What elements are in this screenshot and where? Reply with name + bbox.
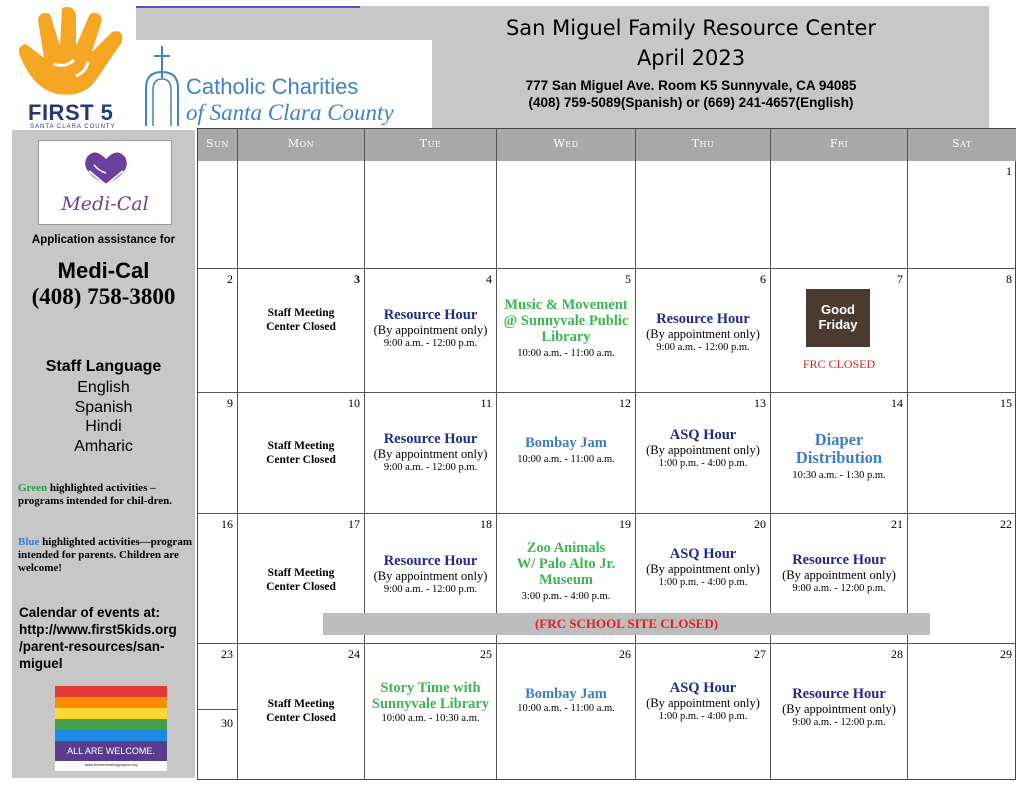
event-title: Resource Hour [383, 431, 478, 447]
assist-label: Application assistance for [31, 234, 176, 246]
event-note: (By appointment only) [782, 568, 896, 582]
cc-name-line2: of Santa Clara County [186, 100, 394, 125]
welcoming-rainbow-logo [55, 686, 167, 771]
day-cell-empty [365, 161, 497, 269]
event-note: (By appointment only) [373, 447, 488, 461]
bombay-jam-event [497, 686, 635, 716]
date-number: 12 [619, 396, 631, 410]
event-note: (By appointment only) [373, 323, 488, 337]
event-note: (By appointment only) [373, 569, 488, 583]
calendar-link-block [19, 604, 195, 672]
event-title: ASQ Hour [669, 680, 737, 696]
resource-hour-event [365, 553, 496, 597]
calendar-url-line1[interactable]: http://www.first5kids.org [19, 622, 177, 637]
hands-heart-icon [39, 141, 173, 191]
event-title: Resource Hour [656, 311, 750, 327]
day-cell [908, 393, 1016, 514]
language-list [12, 378, 195, 456]
date-number: 17 [348, 517, 360, 531]
date-number: 6 [760, 272, 766, 286]
staff-language-title: Staff Language [45, 358, 162, 375]
frc-closed-label: FRC CLOSED [802, 357, 876, 371]
event-time: 9:00 a.m. - 12:00 p.m. [383, 584, 478, 595]
event-title: Bombay Jam [525, 435, 607, 451]
date-number: 29 [1000, 647, 1012, 661]
welcoming-url: www.thewelcomingproject.org [84, 762, 138, 767]
event-title: Resource Hour [792, 552, 886, 568]
date-number: 22 [1000, 517, 1012, 531]
day-cell [497, 269, 636, 393]
header-accent-line [136, 6, 360, 8]
cross-icon [142, 44, 182, 128]
event-title-line: Library [541, 329, 591, 345]
day-cell [497, 393, 636, 514]
day-cell [771, 644, 908, 780]
day-header-tue: Tue [365, 129, 497, 161]
event-time: 3:00 p.m. - 4:00 p.m. [521, 591, 611, 602]
date-number: 20 [754, 517, 766, 531]
day-cell [908, 644, 1016, 780]
rainbow-band [55, 719, 167, 730]
date-number: 8 [1006, 272, 1012, 286]
event-title-line: Music & Movement [504, 297, 628, 313]
event-time: 10:00 a.m. - 11:00 a.m. [517, 703, 615, 714]
calendar-url-line3[interactable]: miguel [19, 656, 63, 671]
rainbow-band [55, 697, 167, 708]
day-cell [636, 269, 771, 393]
event-note: (By appointment only) [782, 702, 896, 716]
day-cell [198, 514, 238, 644]
diaper-distribution-event [771, 431, 907, 483]
green-word: Green [18, 482, 48, 494]
event-time: 9:00 a.m. - 12:00 p.m. [792, 583, 886, 594]
event-time: 9:00 a.m. - 12:00 p.m. [383, 338, 478, 349]
day-cell-empty [238, 161, 365, 269]
date-number: 18 [480, 517, 492, 531]
staff-meeting-event [238, 567, 364, 594]
event-time: 9:00 a.m. - 12:00 p.m. [656, 342, 750, 353]
day-cell [636, 393, 771, 514]
event-title: ASQ Hour [669, 546, 737, 562]
event-time: 9:00 a.m. - 12:00 p.m. [792, 717, 886, 728]
org-name: San Miguel Family Resource Center [505, 16, 877, 40]
zoo-animals-event [497, 540, 635, 604]
cc-name-line1: Catholic Charities [186, 74, 359, 99]
day-cell [497, 644, 636, 780]
event-title-line: Story Time with [380, 680, 481, 696]
catholic-charities-logo [140, 40, 430, 130]
event-title: Resource Hour [383, 553, 478, 569]
event-note: (By appointment only) [646, 443, 760, 457]
staff-meeting-event [238, 440, 364, 467]
date-number: 26 [619, 647, 631, 661]
date-number: 4 [486, 272, 492, 286]
date-number: 3 [354, 272, 360, 286]
resource-hour-event [365, 307, 496, 351]
event-title-line: Diaper [814, 430, 864, 449]
event-note: (By appointment only) [646, 327, 760, 341]
day-header-wed: Wed [497, 129, 636, 161]
event-title: Bombay Jam [525, 686, 607, 702]
day-cell-empty [497, 161, 636, 269]
language-item: Amharic [74, 437, 133, 455]
resource-hour-event [636, 311, 770, 355]
good-friday-line: Good [821, 302, 855, 317]
day-cell [198, 710, 238, 780]
day-header-sun: Sun [198, 129, 238, 161]
phone-numbers: (408) 759-5089(Spanish) or (669) 241-4657(English) [528, 95, 854, 110]
event-title: ASQ Hour [669, 427, 737, 443]
day-header-thu: Thu [636, 129, 771, 161]
event-note: (By appointment only) [646, 562, 760, 576]
language-item: Hindi [85, 418, 122, 435]
resource-hour-event [771, 686, 907, 730]
music-movement-event [497, 297, 635, 361]
date-number: 14 [891, 396, 903, 410]
school-site-closed-banner: (FRC SCHOOL SITE CLOSED) [323, 613, 930, 635]
staff-meeting-label: Staff Meeting [267, 698, 335, 710]
day-cell [238, 644, 365, 780]
day-cell [198, 269, 238, 393]
date-number: 2 [227, 272, 233, 286]
event-time: 9:00 a.m. - 12:00 p.m. [383, 462, 478, 473]
day-cell [365, 393, 497, 514]
bombay-jam-event [497, 435, 635, 467]
medical-phone: (408) 758-3800 [31, 284, 176, 309]
date-number: 15 [1000, 396, 1012, 410]
day-cell [238, 393, 365, 514]
all-are-welcome-text: ALL ARE WELCOME. [55, 741, 167, 761]
day-cell [365, 269, 497, 393]
center-closed-label: Center Closed [266, 580, 336, 593]
calendar-label: Calendar of events at: [19, 605, 161, 620]
calendar-month: April 2023 [636, 46, 746, 70]
date-number: 7 [897, 272, 903, 286]
first5-text: FIRST 5 [28, 100, 114, 125]
date-number: 19 [619, 517, 631, 531]
date-number: 10 [348, 396, 360, 410]
event-title: Resource Hour [383, 307, 478, 323]
date-number: 13 [754, 396, 766, 410]
day-cell [908, 161, 1016, 269]
blue-legend-text: highlighted activities—program intended for parents. Children are welcome! [18, 536, 192, 574]
event-time: 10:00 a.m. - 10:30 a.m. [381, 713, 480, 724]
event-title-line: Distribution [795, 448, 883, 467]
day-cell [771, 393, 908, 514]
event-time: 10:00 a.m. - 11:00 a.m. [517, 454, 615, 465]
language-item: Spanish [74, 398, 133, 416]
staff-meeting-label: Staff Meeting [267, 440, 335, 452]
blue-word: Blue [18, 536, 40, 548]
event-title-line: Museum [539, 572, 593, 588]
date-number: 16 [221, 517, 233, 531]
sidebar [12, 130, 195, 778]
day-cell [365, 644, 497, 780]
staff-meeting-event [238, 698, 364, 725]
date-number: 24 [348, 647, 360, 661]
date-number: 30 [221, 716, 233, 730]
story-time-event [365, 680, 496, 726]
date-number: 25 [480, 647, 492, 661]
event-title-line: Zoo Animals [526, 540, 606, 556]
hand-icon [14, 6, 134, 98]
date-number: 27 [754, 647, 766, 661]
first5-subtext: SANTA CLARA COUNTY [30, 124, 116, 130]
rainbow-band [55, 708, 167, 719]
language-item: English [77, 379, 130, 396]
date-number: 9 [227, 396, 233, 410]
good-friday-line: Friday [818, 317, 858, 332]
address: 777 San Miguel Ave. Room K5 Sunnyvale, CA 94085 [525, 78, 857, 93]
green-legend [18, 482, 194, 508]
event-time: 1:00 p.m. - 4:00 p.m. [658, 711, 748, 722]
center-closed-label: Center Closed [266, 320, 336, 333]
medical-logo-text: Medi-Cal [61, 193, 149, 215]
event-time: 1:00 p.m. - 4:00 p.m. [658, 577, 748, 588]
day-cell-empty [636, 161, 771, 269]
rainbow-band [55, 730, 167, 741]
rainbow-band [55, 686, 167, 697]
date-number: 21 [891, 517, 903, 531]
day-cell-empty [198, 161, 238, 269]
date-number: 28 [891, 647, 903, 661]
medical-name: Medi-Cal [57, 258, 150, 283]
day-cell [238, 269, 365, 393]
day-cell [198, 393, 238, 514]
calendar-grid [197, 128, 1016, 780]
day-cell [198, 644, 238, 710]
day-cell [771, 269, 908, 393]
blue-legend [18, 536, 194, 575]
calendar-url-line2[interactable]: /parent-resources/san- [19, 639, 165, 654]
event-time: 1:00 p.m. - 4:00 p.m. [658, 458, 748, 469]
asq-hour-event [636, 680, 770, 724]
medical-logo [38, 140, 172, 225]
event-title-line: W/ Palo Alto Jr. [516, 556, 616, 572]
center-closed-label: Center Closed [266, 453, 336, 466]
day-cell [636, 644, 771, 780]
date-number: 23 [221, 647, 233, 661]
date-number: 5 [625, 272, 631, 286]
event-time: 10:30 a.m. - 1:30 p.m. [792, 470, 886, 481]
staff-meeting-label: Staff Meeting [267, 307, 335, 319]
asq-hour-event [636, 427, 770, 471]
event-note: (By appointment only) [646, 696, 760, 710]
good-friday-image [806, 289, 870, 347]
resource-hour-event [771, 552, 907, 596]
green-legend-text: highlighted activities – programs intended for chil-dren. [18, 482, 173, 507]
day-cell-empty [771, 161, 908, 269]
staff-meeting-event [238, 307, 364, 334]
event-title: Resource Hour [792, 686, 886, 702]
center-closed-label: Center Closed [266, 711, 336, 724]
date-number: 1 [1006, 164, 1012, 178]
day-header-mon: Mon [238, 129, 365, 161]
event-title-line: @ Sunnyvale Public [503, 313, 629, 329]
staff-meeting-label: Staff Meeting [267, 567, 335, 579]
day-cell [908, 269, 1016, 393]
resource-hour-event [365, 431, 496, 475]
event-title-line: Sunnyvale Library [371, 696, 490, 712]
day-header-fri: Fri [771, 129, 908, 161]
asq-hour-event [636, 546, 770, 590]
day-header-sat: Sat [908, 129, 1016, 161]
date-number: 11 [480, 396, 492, 410]
first5-logo [8, 6, 136, 130]
event-time: 10:00 a.m. - 11:00 a.m. [517, 348, 615, 359]
